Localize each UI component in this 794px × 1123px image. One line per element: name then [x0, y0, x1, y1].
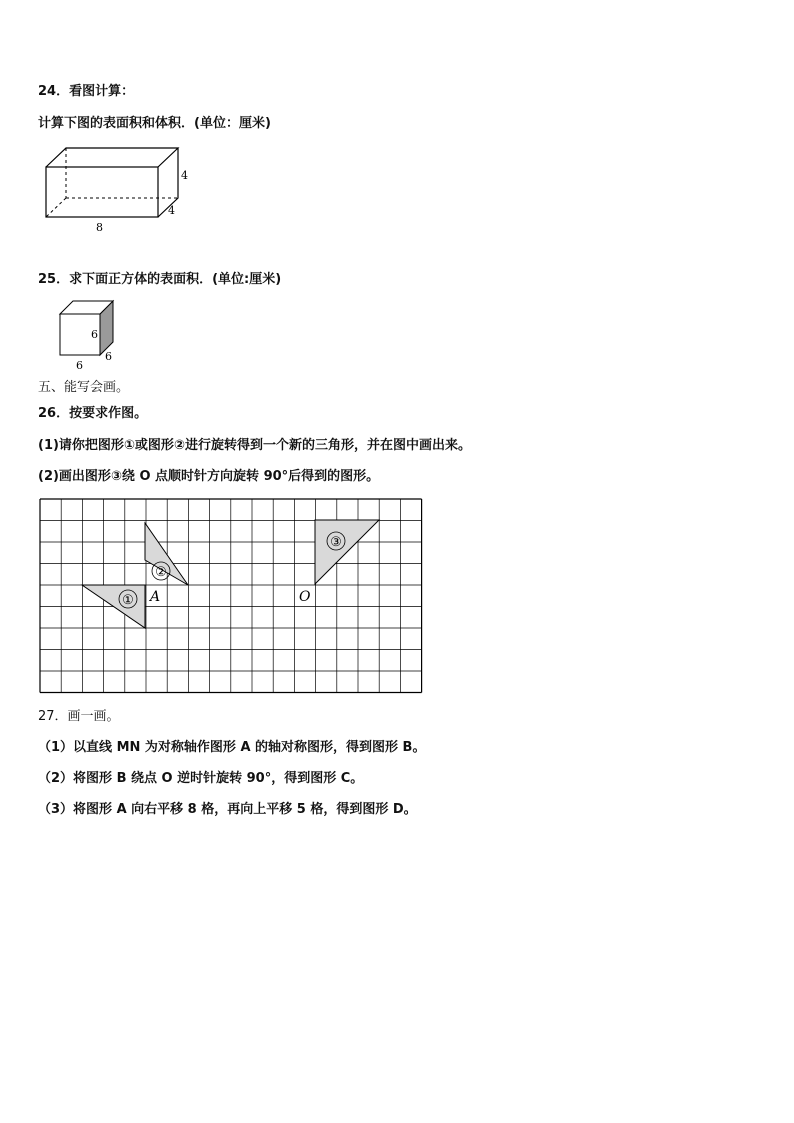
shape1-label: ①	[122, 593, 134, 608]
cuboid-height-label: 4	[181, 169, 188, 182]
shape2-label: ②	[155, 565, 167, 580]
cuboid-length-label: 8	[96, 221, 103, 234]
q26-item2: (2)画出图形③绕 O 点顺时针方向旋转 90°后得到的图形。	[38, 469, 380, 484]
q24-instruction: 计算下图的表面积和体积．(单位：厘米)	[38, 116, 271, 131]
q27-item3: （3）将图形 A 向右平移 8 格，再向上平移 5 格，得到图形 D。	[38, 802, 417, 817]
q27-item2: （2）将图形 B 绕点 O 逆时针旋转 90°，得到图形 C。	[38, 771, 364, 786]
point-a-label: A	[150, 589, 161, 605]
cuboid-figure	[36, 140, 206, 238]
cube-figure	[52, 298, 122, 374]
cube-front-label: 6	[91, 328, 98, 341]
point-o-label: O	[299, 589, 311, 605]
shape3-label: ③	[330, 535, 342, 550]
cube-bottom-label: 6	[76, 359, 83, 372]
q26-title: 26．按要求作图。	[38, 406, 148, 421]
q24-title: 24．看图计算：	[38, 84, 135, 99]
q27-item1: （1）以直线 MN 为对称轴作图形 A 的轴对称图形，得到图形 B。	[38, 740, 426, 755]
q26-item1: (1)请你把图形①或图形②进行旋转得到一个新的三角形，并在图中画出来。	[38, 438, 471, 453]
cube-side-label: 6	[105, 350, 112, 363]
grid-figure	[38, 497, 426, 695]
section5-title: 五、能写会画。	[38, 380, 130, 395]
q27-title: 27．画一画。	[38, 709, 120, 724]
cuboid-width-label: 4	[168, 204, 175, 217]
q25-title: 25．求下面正方体的表面积．(单位:厘米)	[38, 272, 282, 287]
triangle-3	[315, 520, 379, 584]
